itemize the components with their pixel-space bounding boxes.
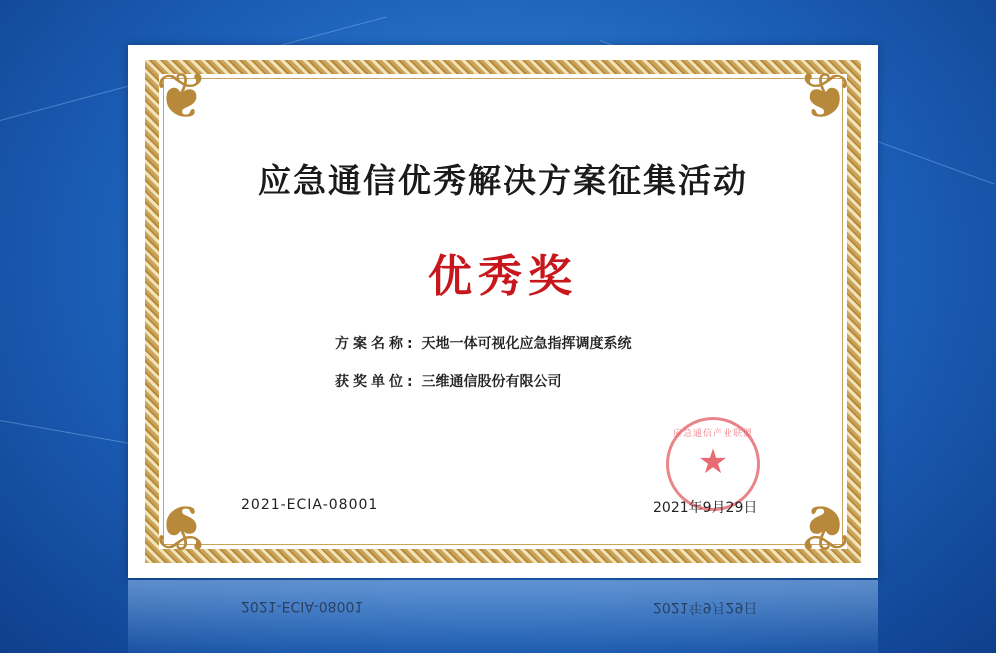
- corner-ornament-icon: ❦: [155, 489, 209, 563]
- certificate-code: 2021-ECIA-08001: [241, 497, 379, 513]
- reflected-date: 2021年9月29日: [653, 599, 758, 615]
- winner-value: 三维通信股份有限公司: [421, 374, 562, 390]
- award-name: 优秀奖: [428, 251, 578, 302]
- certificate-title: 应急通信优秀解决方案征集活动: [258, 161, 748, 200]
- project-label: 方案名称:: [335, 336, 417, 352]
- winner-row: [335, 371, 561, 391]
- corner-ornament-icon: ❦: [797, 60, 851, 134]
- certificate: [128, 45, 878, 578]
- corner-ornament-icon: ❦: [155, 60, 209, 134]
- winner-label: 获奖单位:: [335, 374, 417, 390]
- certificate-date: 2021年9月29日: [653, 500, 758, 516]
- seal-text: 应急通信产业联盟: [672, 429, 753, 439]
- project-value: 天地一体可视化应急指挥调度系统: [421, 336, 632, 352]
- corner-ornament-icon: ❦: [797, 489, 851, 563]
- reflected-code: 2021-ECIA-08001: [241, 598, 364, 614]
- star-icon: ★: [697, 442, 729, 482]
- project-row: [335, 333, 631, 353]
- certificate-reflection: [128, 580, 878, 653]
